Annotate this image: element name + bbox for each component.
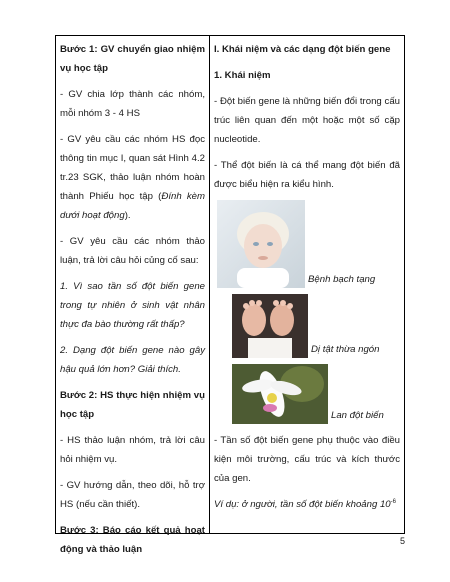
lesson-table (55, 35, 405, 555)
extra-fingers-photo (232, 294, 308, 358)
gene-mutation-definition: - Đột biến gene là những biến đổi trong cấu trúc liên quan đến một hoặc một số cặp nucleotide. (214, 96, 400, 145)
step2-title: Bước 2: HS thực hiện nhiệm vụ học tập (60, 390, 205, 420)
mutant-definition: - Thể đột biến là cá thể mang đột biến đã được biểu hiện ra kiểu hình. (214, 160, 400, 190)
subsection-title: 1. Khái niệm (214, 70, 271, 81)
mutant-orchid-photo (232, 364, 328, 424)
figure-albinism (217, 200, 400, 288)
polydactyly-caption: Dị tật thừa ngón (311, 344, 380, 355)
content-column (210, 36, 404, 533)
question-2: 2. Dạng đột biến gene nào gây hậu quả lớn hơn? Giải thích. (60, 345, 205, 375)
step1-discussion-task: - GV yêu cầu các nhóm thảo luận, trả lời câu hỏi củng cố sau: (60, 236, 205, 266)
step2-guidance: - GV hướng dẫn, theo dõi, hỗ trợ HS (nếu cần thiết). (60, 480, 205, 510)
section-title: I. Khái niệm và các dạng đột biến gene (214, 44, 391, 55)
question-1: 1. Vì sao tần số đột biến gene trong tự nhiên ở sinh vật nhân thực đa bào thường rất thấp? (60, 281, 205, 330)
albino-child-photo (217, 200, 305, 288)
mutation-frequency-example: Ví dụ: ở người, tần số đột biến khoảng $10^{-6}$ (214, 498, 396, 510)
step1-title: Bước 1: GV chuyển giao nhiệm vụ học tập (60, 44, 205, 74)
orchid-caption: Lan đột biến (331, 410, 384, 421)
mutation-frequency-factors: - Tần số đột biến gene phụ thuộc vào điều kiện môi trường, cấu trúc và kích thước của gen. (214, 435, 400, 484)
teacher-activity-column (56, 36, 210, 555)
figure-polydactyly (232, 294, 400, 358)
figure-orchid (232, 364, 400, 424)
step2-discussion: - HS thảo luận nhóm, trả lời câu hỏi nhiệm vụ. (60, 435, 205, 465)
albinism-caption: Bệnh bạch tạng (308, 274, 376, 285)
page-number: 5 (400, 536, 406, 546)
step1-group-division: - GV chia lớp thành các nhóm, mỗi nhóm 3 - 4 HS (60, 89, 205, 119)
step1-reading-task: - GV yêu cầu các nhóm HS đọc thông tin mục I, quan sát Hình 4.2 tr.23 SGK, thảo luận nhóm hoàn thành Phiếu học tập (Đính kèm dưới hoạt động). (60, 134, 205, 221)
step3-title: Bước 3: Báo cáo kết quả hoạt động và thảo luận (60, 525, 205, 555)
